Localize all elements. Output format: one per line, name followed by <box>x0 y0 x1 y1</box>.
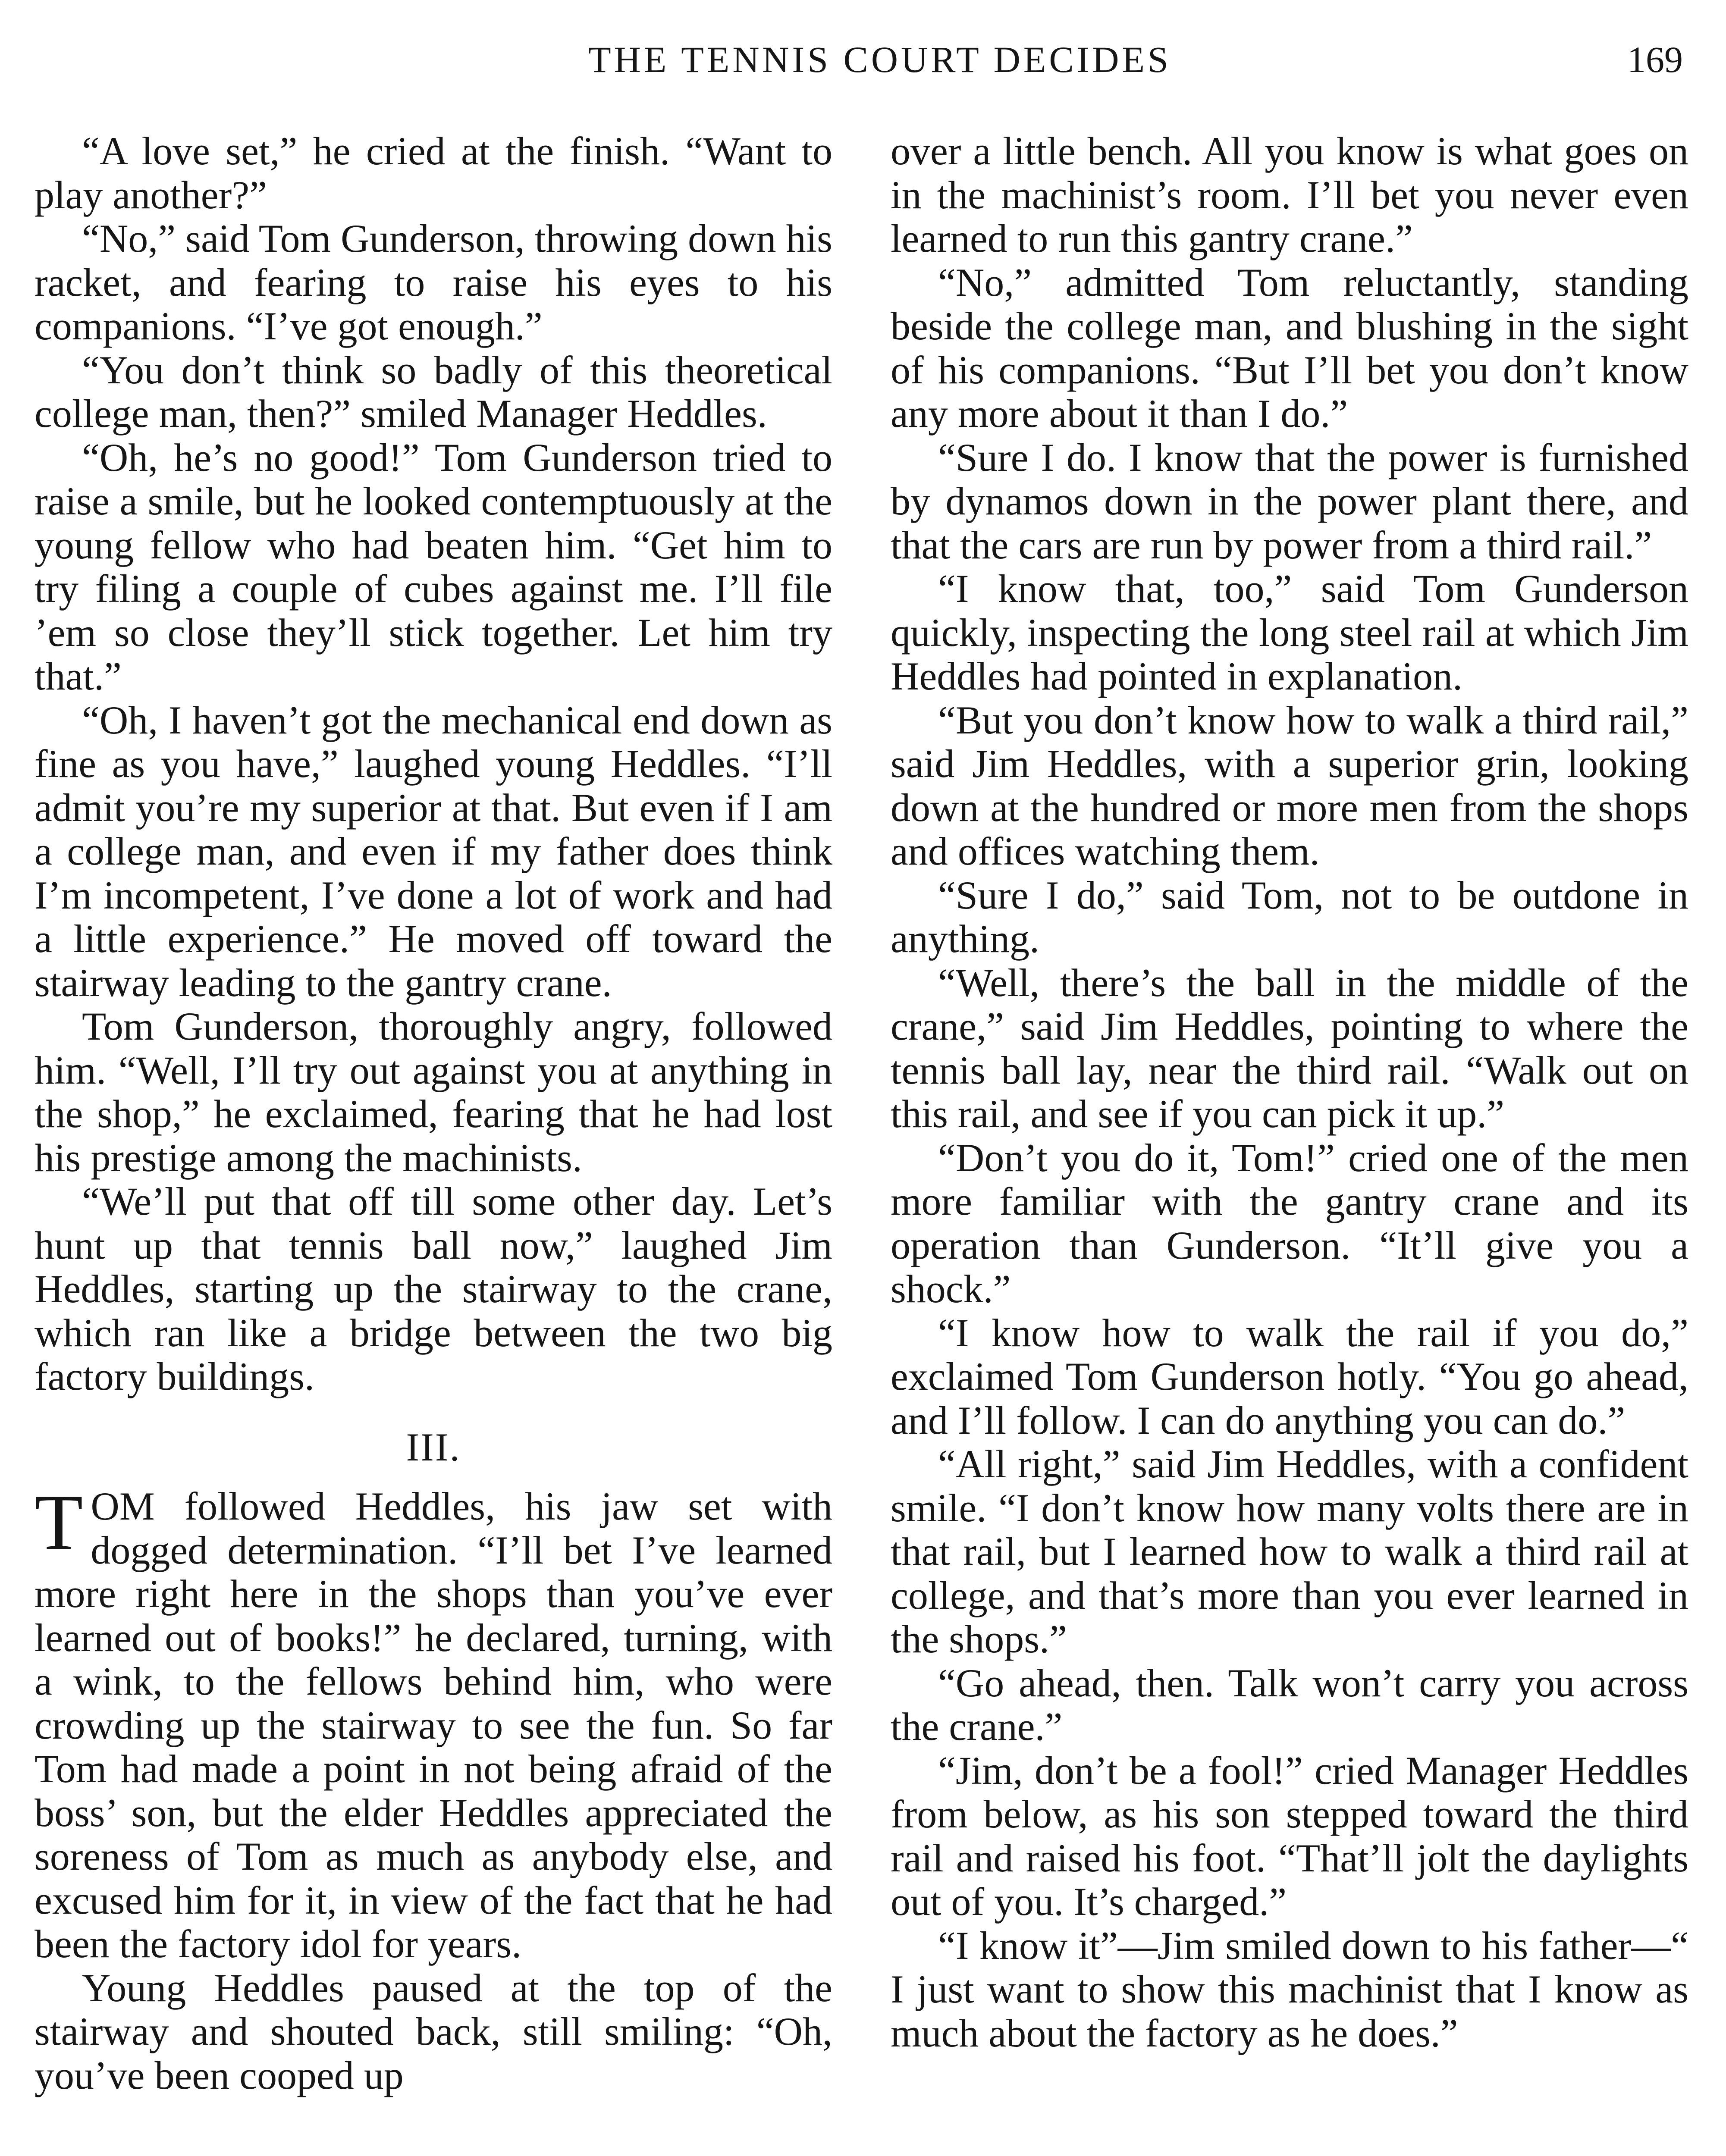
paragraph: “I know it”—Jim smiled down to his father—“ I just want to show this machinist that I know as much about the factory as he does.” <box>891 1923 1688 2055</box>
paragraph: “I know how to walk the rail if you do,” exclaimed Tom Gunderson hotly. “You go ahead, and I’ll follow. I can do anything you can do.” <box>891 1310 1688 1442</box>
running-head-title: THE TENNIS COURT DECIDES <box>588 39 1171 80</box>
section-heading: III. <box>406 1425 461 1469</box>
paragraph: Tom Gunderson, thoroughly angry, followed him. “Well, I’ll try out against you at anything in the shop,” he exclaimed, fearing that he had lost his prestige among the machinists. <box>35 1004 832 1180</box>
paragraph: “Well, there’s the ball in the middle of the crane,” said Jim Heddles, pointing to where the tennis ball lay, near the third rail. “Walk out on this rail, and see if you can pick it up.” <box>891 960 1688 1136</box>
paragraph: “Go ahead, then. Talk won’t carry you across the crane.” <box>891 1661 1688 1749</box>
left-column <box>35 129 832 2097</box>
drop-cap: T <box>35 1478 83 1566</box>
paragraph: “You don’t think so badly of this theoretical college man, then?” smiled Manager Heddles. <box>35 348 832 436</box>
section-first-paragraph-text: OM followed Heddles, his jaw set with dogged determination. “I’ll bet I’ve learned more right here in the shops than you’ve ever learned out of books!” he declared, turning, with a wink, to the fellows behind him, who were crowding up the stairway to see the fun. So far Tom had made a point in not being afraid of the boss’ son, but the elder Heddles appreciated the soreness of Tom as much as anybody else, and excused him for it, in view of the fact that he had been the factory idol for years. <box>35 1484 832 1966</box>
paragraph: “We’ll put that off till some other day. Let’s hunt up that tennis ball now,” laughed Jim Heddles, starting up the stairway to the crane, which ran like a bridge between the two big factory buildings. <box>35 1179 832 1398</box>
paragraph: “No,” admitted Tom reluctantly, standing beside the college man, and blushing in the sight of his companions. “But I’ll bet you don’t know any more about it than I do.” <box>891 260 1688 436</box>
paragraph: Young Heddles paused at the top of the stairway and shouted back, still smiling: “Oh, you’ve been cooped up <box>35 1965 832 2097</box>
paragraph: “Sure I do. I know that the power is furnished by dynamos down in the power plant there, and that the cars are run by power from a third rail.” <box>891 435 1688 567</box>
paragraph: “Don’t you do it, Tom!” cried one of the men more familiar with the gantry crane and its operation than Gunderson. “It’ll give you a shock.” <box>891 1135 1688 1311</box>
right-column <box>891 129 1688 2055</box>
paragraph: “A love set,” he cried at the finish. “Want to play another?” <box>35 129 832 217</box>
paragraph: “Sure I do,” said Tom, not to be outdone in anything. <box>891 873 1688 961</box>
paragraph: “Jim, don’t be a fool!” cried Manager Heddles from below, as his son stepped toward the third rail and raised his foot. “That’ll jolt the daylights out of you. It’s charged.” <box>891 1748 1688 1924</box>
paragraph: “No,” said Tom Gunderson, throwing down his racket, and fearing to raise his eyes to his companions. “I’ve got enough.” <box>35 216 832 348</box>
section-first-paragraph <box>35 1478 832 1966</box>
paragraph: “But you don’t know how to walk a third rail,” said Jim Heddles, with a superior grin, looking down at the hundred or more men from the shops and offices watching them. <box>891 698 1688 873</box>
paragraph: “Oh, I haven’t got the mechanical end down as fine as you have,” laughed young Heddles. “I’ll admit you’re my superior at that. But even if I am a college man, and even if my father does think I’m incompetent, I’ve done a lot of work and had a little experience.” He moved off toward the stairway leading to the gantry crane. <box>35 698 832 1005</box>
paragraph: “I know that, too,” said Tom Gunderson quickly, inspecting the long steel rail at which Jim Heddles had pointed in explanation. <box>891 567 1688 698</box>
continued-paragraph: over a little bench. All you know is what goes on in the machinist’s room. I’ll bet you never even learned to run this gantry crane.” <box>891 129 1688 260</box>
page-number: 169 <box>1627 39 1683 80</box>
paragraph: “All right,” said Jim Heddles, with a confident smile. “I don’t know how many volts there are in that rail, but I learned how to walk a third rail at college, and that’s more than you ever learned in the shops.” <box>891 1442 1688 1661</box>
paragraph: “Oh, he’s no good!” Tom Gunderson tried to raise a smile, but he looked contemptuously at the young fellow who had beaten him. “Get him to try filing a couple of cubes against me. I’ll file ’em so close they’ll stick together. Let him try that.” <box>35 435 832 698</box>
